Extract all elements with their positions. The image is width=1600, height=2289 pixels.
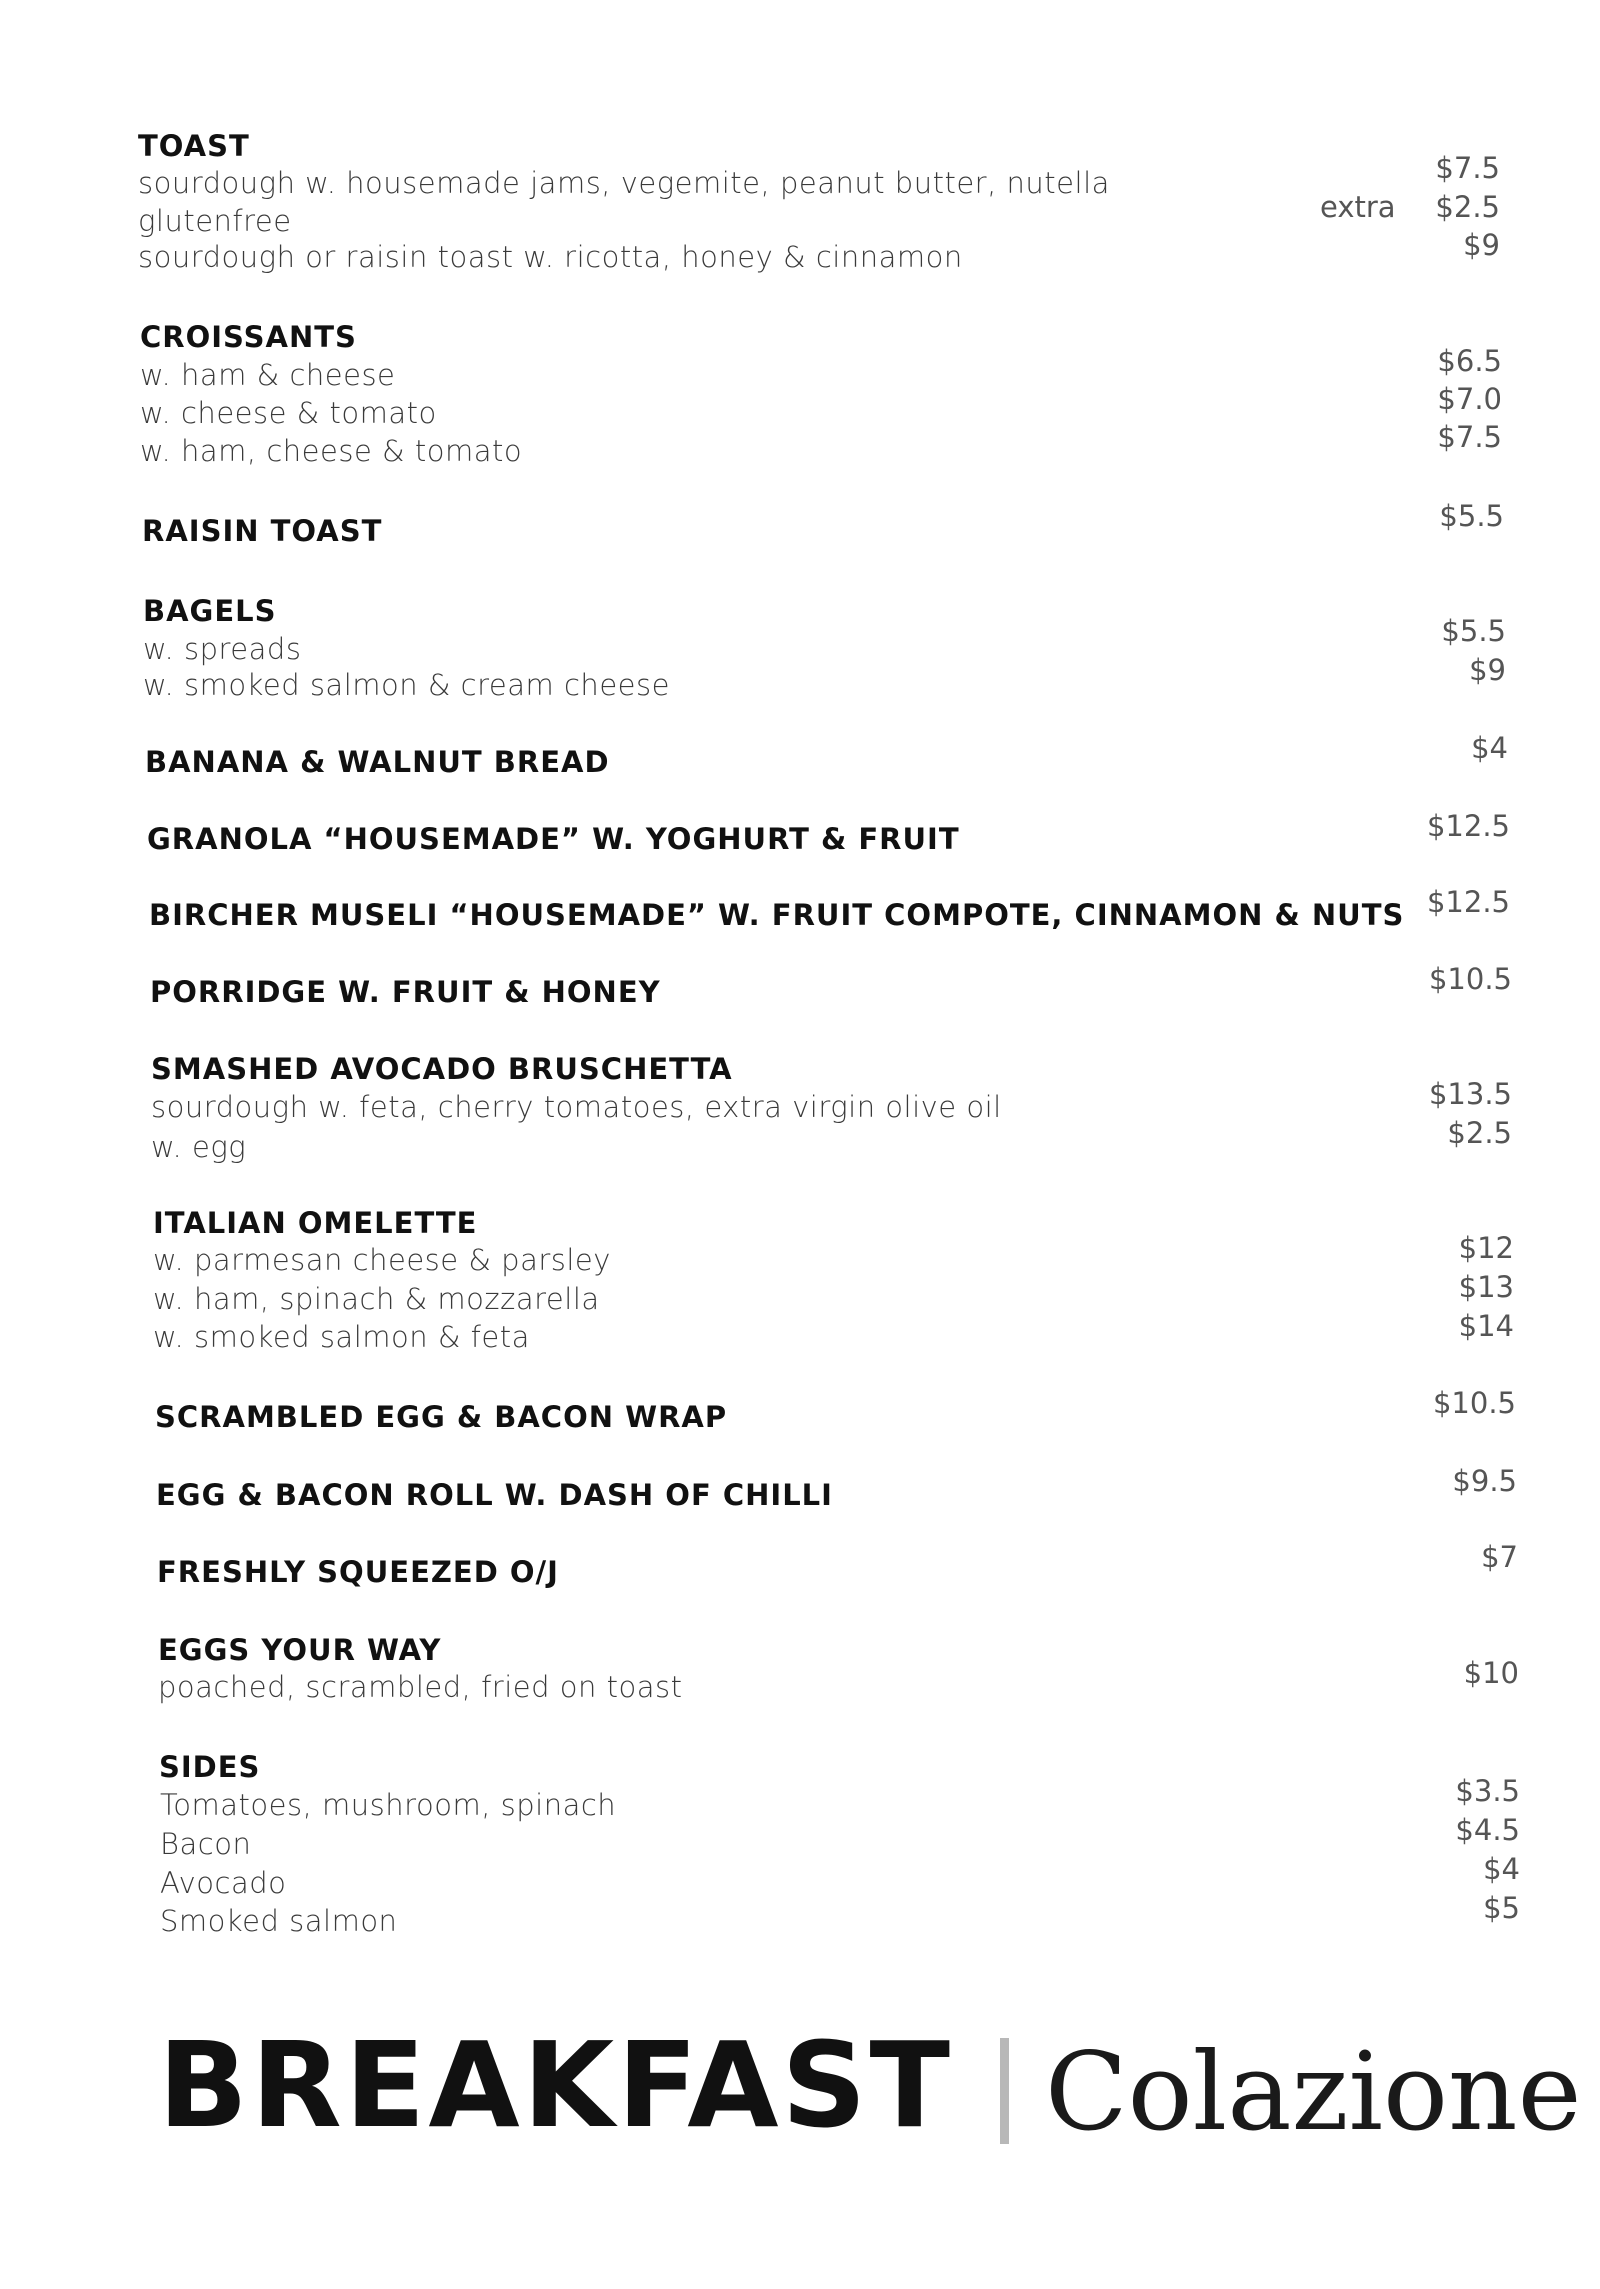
item-price: $10.5 xyxy=(1432,1386,1516,1420)
item-price: $14 xyxy=(1458,1309,1514,1343)
item-line: w. egg xyxy=(151,1130,247,1164)
section-heading: CROISSANTS xyxy=(140,320,357,354)
item-price: $7.5 xyxy=(1437,420,1502,454)
item-line: Avocado xyxy=(160,1866,287,1900)
item-price: $12 xyxy=(1458,1231,1514,1265)
item-price: $5.5 xyxy=(1439,499,1504,533)
item-line: w. cheese & tomato xyxy=(140,396,437,430)
item-line: Bacon xyxy=(160,1827,252,1861)
section-heading: BAGELS xyxy=(143,594,277,628)
item-price: $3.5 xyxy=(1455,1774,1520,1808)
item-price: $5.5 xyxy=(1441,614,1506,648)
section-heading: SMASHED AVOCADO BRUSCHETTA xyxy=(151,1052,733,1086)
item-line: w. smoked salmon & cream cheese xyxy=(143,668,670,702)
item-line: w. ham, spinach & mozzarella xyxy=(153,1282,600,1316)
section-heading: FRESHLY SQUEEZED O/J xyxy=(157,1555,559,1589)
menu-title-italian: Colazione xyxy=(1045,2030,1582,2155)
item-price: $5 xyxy=(1483,1891,1520,1925)
item-line: Tomatoes, mushroom, spinach xyxy=(160,1788,617,1822)
item-price: $2.5 xyxy=(1447,1116,1512,1150)
section-heading: ITALIAN OMELETTE xyxy=(153,1206,478,1240)
item-price: $9 xyxy=(1469,653,1506,687)
item-line: Smoked salmon xyxy=(160,1904,398,1938)
item-price: $4 xyxy=(1471,731,1508,765)
item-price: $7.0 xyxy=(1437,382,1502,416)
item-price: $10 xyxy=(1463,1656,1519,1690)
item-line: w. spreads xyxy=(143,632,302,666)
extra-label: extra xyxy=(1320,190,1396,224)
item-price: $10.5 xyxy=(1428,962,1512,996)
section-heading: PORRIDGE W. FRUIT & HONEY xyxy=(150,975,661,1009)
section-heading: GRANOLA “HOUSEMADE” W. YOGHURT & FRUIT xyxy=(147,822,960,856)
item-line: w. ham & cheese xyxy=(140,358,396,392)
item-line: sourdough w. housemade jams, vegemite, peanut butter, nutella xyxy=(138,166,1110,200)
item-line: poached, scrambled, fried on toast xyxy=(158,1670,683,1704)
item-line: w. parmesan cheese & parsley xyxy=(153,1243,611,1277)
item-price: $12.5 xyxy=(1426,809,1510,843)
section-heading: EGG & BACON ROLL W. DASH OF CHILLI xyxy=(156,1478,833,1512)
item-price: $6.5 xyxy=(1437,344,1502,378)
item-price: $9 xyxy=(1463,228,1500,262)
section-heading: BIRCHER MUSELI “HOUSEMADE” W. FRUIT COMPOTE, CINNAMON & NUTS xyxy=(149,898,1405,932)
item-price: $7.5 xyxy=(1435,151,1500,185)
section-heading: SIDES xyxy=(159,1750,261,1784)
item-price: $13.5 xyxy=(1428,1077,1512,1111)
item-line: sourdough or raisin toast w. ricotta, honey & cinnamon xyxy=(138,240,963,274)
title-divider xyxy=(1000,2038,1009,2144)
item-line: glutenfree xyxy=(138,204,292,238)
menu-title-english: BREAKFAST xyxy=(158,2016,954,2154)
item-price: $9.5 xyxy=(1452,1464,1517,1498)
item-line: w. ham, cheese & tomato xyxy=(140,434,523,468)
item-line: w. smoked salmon & feta xyxy=(153,1320,530,1354)
item-price: $12.5 xyxy=(1426,885,1510,919)
item-line: sourdough w. feta, cherry tomatoes, extra virgin olive oil xyxy=(151,1090,1002,1124)
section-heading: EGGS YOUR WAY xyxy=(158,1633,442,1667)
section-heading: RAISIN TOAST xyxy=(142,514,383,548)
section-heading: TOAST xyxy=(138,129,250,163)
item-price: $2.5 xyxy=(1435,190,1500,224)
item-price: $4.5 xyxy=(1455,1813,1520,1847)
section-heading: BANANA & WALNUT BREAD xyxy=(145,745,610,779)
section-heading: SCRAMBLED EGG & BACON WRAP xyxy=(155,1400,728,1434)
item-price: $4 xyxy=(1483,1852,1520,1886)
item-price: $7 xyxy=(1481,1540,1518,1574)
item-price: $13 xyxy=(1458,1270,1514,1304)
